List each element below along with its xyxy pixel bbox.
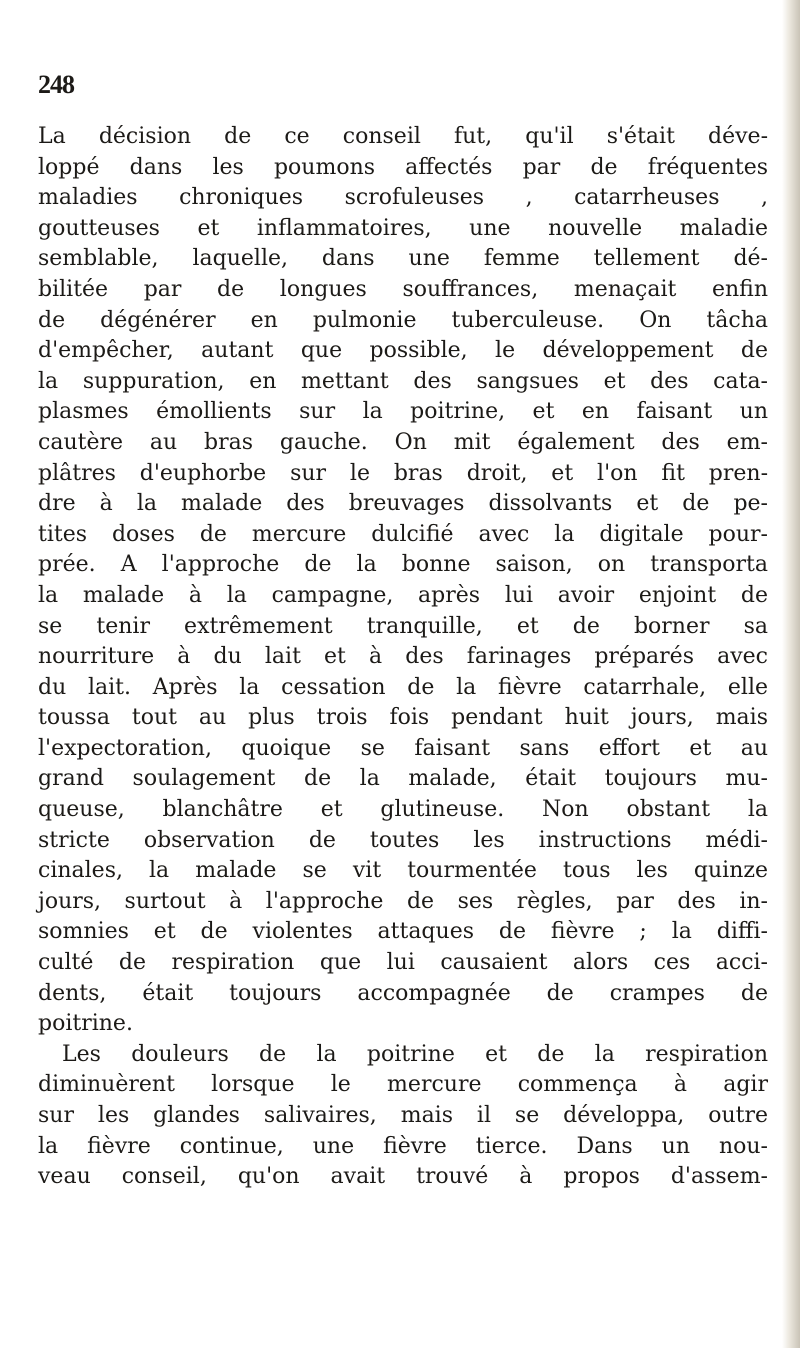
text-line: somnies et de violentes attaques de fièvre ; la diffi- — [38, 919, 768, 945]
text-line: culté de respiration que lui causaient alors ces acci- — [38, 950, 768, 976]
text-line: queuse, blanchâtre et glutineuse. Non obstant la — [38, 797, 768, 823]
text-line: cautère au bras gauche. On mit également des em- — [38, 429, 768, 455]
text-line: plasmes émollients sur la poitrine, et en faisant un — [38, 399, 768, 425]
text-line: goutteuses et inflammatoires, une nouvelle maladie — [38, 215, 768, 241]
text-line: jours, surtout à l'approche de ses règles, par des in- — [38, 888, 768, 914]
text-line: nourriture à du lait et à des farinages préparés avec — [38, 644, 768, 670]
text-line: grand soulagement de la malade, était toujours mu- — [38, 766, 768, 792]
page-number: 248 — [38, 70, 74, 99]
text-line: semblable, laquelle, dans une femme tellement dé- — [38, 246, 768, 272]
text-line: dre à la malade des breuvages dissolvants et de pe- — [38, 491, 768, 517]
text-line: loppé dans les poumons affectés par de fréquentes — [38, 154, 768, 180]
page-edge — [782, 0, 800, 1348]
text-line: diminuèrent lorsque le mercure commença à agir — [38, 1072, 768, 1098]
text-line: prée. A l'approche de la bonne saison, on transporta — [38, 552, 768, 578]
text-line: plâtres d'euphorbe sur le bras droit, et l'on fit pren- — [38, 460, 768, 486]
text-line: tites doses de mercure dulcifié avec la digitale pour- — [38, 521, 768, 547]
text-line: dents, était toujours accompagnée de crampes de — [38, 980, 768, 1006]
text-line: toussa tout au plus trois fois pendant huit jours, mais — [38, 705, 768, 731]
text-line: d'empêcher, autant que possible, le développement de — [38, 338, 768, 364]
text-line: se tenir extrêmement tranquille, et de borner sa — [38, 613, 768, 639]
body-text — [38, 122, 768, 1193]
text-line: maladies chroniques scrofuleuses , catarrheuses , — [38, 185, 768, 211]
text-line: veau conseil, qu'on avait trouvé à propos d'assem- — [38, 1164, 768, 1190]
text-line: l'expectoration, quoique se faisant sans effort et au — [38, 735, 768, 761]
text-line: cinales, la malade se vit tourmentée tous les quinze — [38, 858, 768, 884]
text-line: poitrine. — [38, 1011, 133, 1037]
text-line: bilitée par de longues souffrances, menaçait enfin — [38, 276, 768, 302]
text-line: stricte observation de toutes les instructions médi- — [38, 827, 768, 853]
text-line: sur les glandes salivaires, mais il se développa, outre — [38, 1103, 768, 1128]
text-line: du lait. Après la cessation de la fièvre catarrhale, elle — [38, 674, 768, 700]
text-line: La décision de ce conseil fut, qu'il s'était déve- — [38, 124, 768, 149]
text-line: la suppuration, en mettant des sangsues et des cata- — [38, 368, 768, 394]
text-line: de dégénérer en pulmonie tuberculeuse. On tâcha — [38, 307, 768, 333]
text-line: la fièvre continue, une fièvre tierce. Dans un nou- — [38, 1133, 768, 1159]
text-line: la malade à la campagne, après lui avoir enjoint de — [38, 582, 768, 608]
text-line: Les douleurs de la poitrine et de la respiration — [62, 1041, 768, 1067]
